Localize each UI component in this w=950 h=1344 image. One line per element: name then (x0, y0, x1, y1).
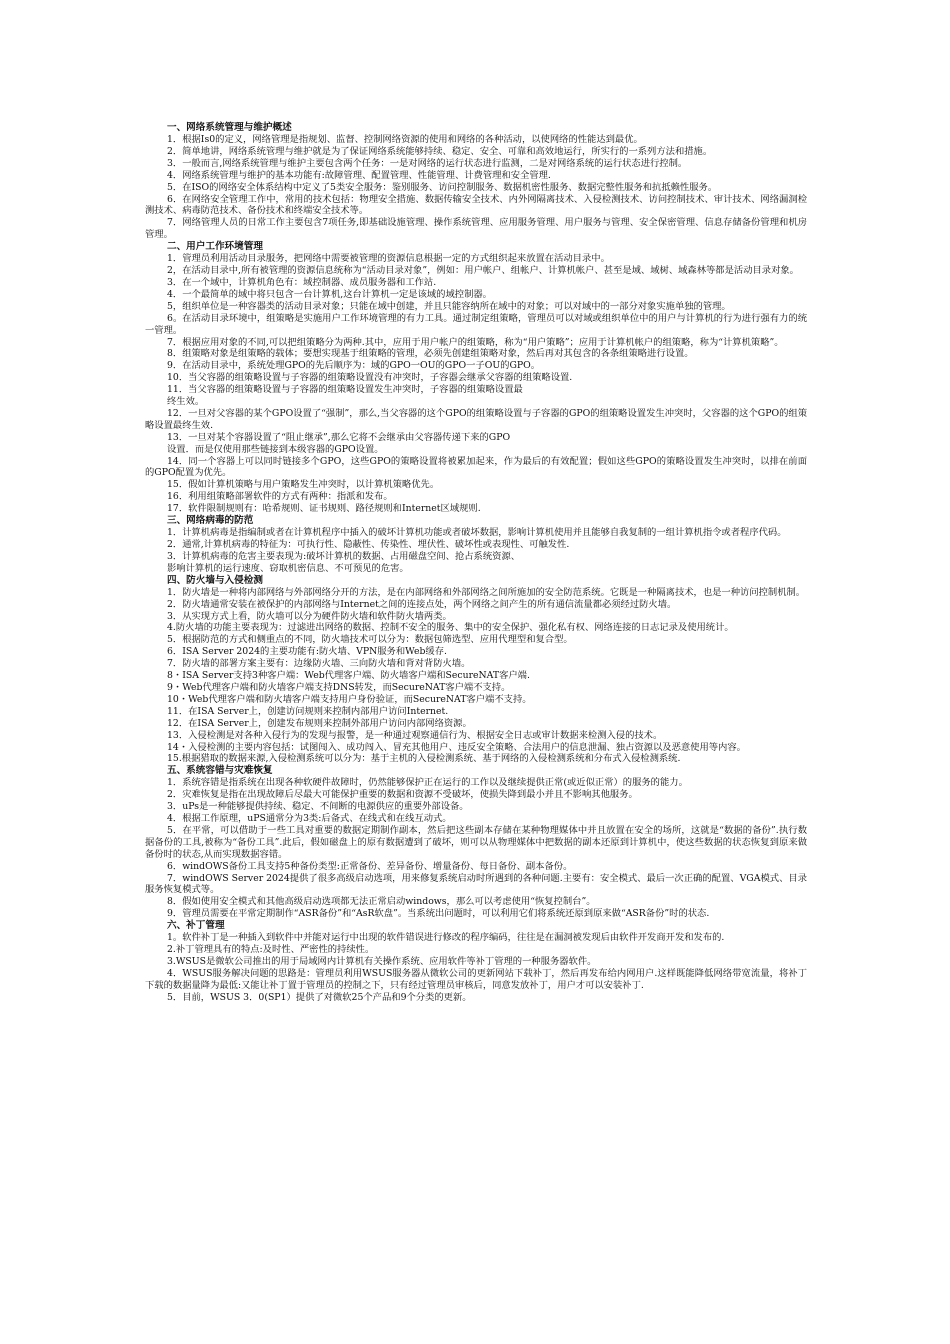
paragraph: 5，组织单位是一种容器类的活动目录对象；只能在域中创建，并且只能容纳所在域中的对象；可以对域中的一部分对象实施单独的管理。 (167, 300, 731, 312)
document-page (145, 122, 807, 1004)
paragraph: 6．ISA Server 2024的主要功能有:防火墙、VPN服务和Web缓存. (167, 646, 447, 658)
paragraph: 3．计算机病毒的危害主要表现为:破坏计算机的数据、占用磁盘空间、抢占系统资源、 (167, 550, 521, 562)
paragraph: 10・Web代理客户端和防火墙客户端支持用户身份验证，而SecureNAT客户端不支持。 (167, 693, 532, 705)
paragraph: 1．计算机病毒是指编制或者在计算机程序中插入的破坏计算机功能或者破坏数据，影响计算机使用并且能够自我复制的一组计算机指令或者程序代码。 (167, 527, 787, 539)
section-heading: 三、网络病毒的防范 (167, 515, 254, 527)
section-3 (145, 515, 807, 575)
paragraph: 6。在活动目录环境中，组策略是实施用户工作环境管理的有力工具。通过制定组策略，管理员可以对域或组织单位中的用户与计算机的行为进行强有力的统一管理。 (145, 312, 807, 336)
paragraph: 17．软件限制规则有：哈希规则、证书规则、路径规则和Internet区域规则. (167, 503, 481, 515)
paragraph: 14・入侵检测的主要内容包括：试图闯入、成功闯入、冒充其他用户、违反安全策略、合法用户的信息泄漏、独占资源以及恶意使用等内容。 (167, 741, 746, 753)
paragraph: 影响计算机的运行速度、窃取机密信息、不可预见的危害。 (167, 562, 409, 574)
paragraph: 3．从实现方式上看，防火墙可以分为硬件防火墙和软件防火墙两类。 (167, 610, 452, 622)
paragraph: 7．windOWS Server 2024提供了很多高级启动选项，用来修复系统启动时所遇到的各种问题.主要有：安全模式、最后一次正确的配置、VGA模式、目录服务恢复模式等。 (145, 872, 807, 896)
section-heading: 一、网络系统管理与维护概述 (167, 122, 292, 133)
paragraph: 12．一旦对父容器的某个GPO设置了“强制”，那么,当父容器的这个GPO的组策略设置与子容器的GPO的组策略设置发生冲突时，父容器的这个GPO的组策略设置最终生效. (145, 407, 807, 431)
paragraph: 16．利用组策略部署软件的方式有两种：指派和发布。 (167, 491, 393, 503)
paragraph: 1．根据Is0的定义，网络管理是指规划、监督、控制网络资源的使用和网络的各种活动，以使网络的性能达到最优。 (167, 134, 643, 145)
paragraph: 12．在ISA Server上，创建发布规则来控制外部用户访问内部网络资源。 (167, 717, 472, 729)
paragraph: 5．在平常，可以借助于一些工具对重要的数据定期制作副本，然后把这些副本存储在某种物理媒体中并且放置在安全的场所，这就是“数据的备份”.执行数据备份的工具,被称为“备份工具”.此后，假如磁盘上的原有数据遭到了破坏，则可以从物理媒体中把数据的副本还原到计算机中，使这些数据的状态恢复到原来做备份时的状态,从而实现数据容错。 (145, 824, 807, 860)
paragraph: 5．在ISO的网络安全体系结构中定义了5类安全服务：鉴别服务、访问控制服务、数据机密性服务、数据完整性服务和抗抵赖性服务。 (167, 181, 718, 193)
paragraph: 3．在一个域中，计算机角色有：域控制器、成员服务器和工作站. (167, 276, 437, 288)
paragraph: 15.根据猎取的数据来源,入侵检测系统可以分为：基于主机的入侵检测系统、基于网络的入侵检测系统和分布式入侵检测系统. (167, 753, 681, 765)
paragraph: 5．根据防范的方式和侧重点的不同，防火墙技术可以分为：数据包筛选型、应用代理型和复合型。 (167, 634, 573, 646)
paragraph: 2，在活动目录中,所有被管理的资源信息统称为“活动目录对象”，例如：用户帐户、组帐户、计算机帐户、甚至是域、域树、域森林等都是活动目录对象。 (167, 265, 799, 277)
paragraph: 2．灾难恢复是指在出现故障后尽最大可能保护重要的数据和资源不受破坏，使损失降到最小并且不影响其他服务。 (167, 789, 638, 801)
paragraph: 1．管理员利用活动目录服务，把网络中需要被管理的资源信息根据一定的方式组织起来放置在活动目录中。 (167, 253, 610, 265)
paragraph: 6．在网络安全管理工作中，常用的技术包括：物理安全措施、数据传输安全技术、内外网隔离技术、入侵检测技术、访问控制技术、审计技术、网络漏洞检测技术、病毒防范技术、备份技术和终端安全技术等。 (145, 193, 807, 217)
paragraph: 设置．而是仅使用那些链接到本级容器的GPO设置。 (167, 443, 384, 455)
paragraph: 8．组策略对象是组策略的载体；要想实现基于组策略的管理，必须先创建组策略对象，然后再对其包含的各条组策略进行设置。 (167, 348, 694, 360)
paragraph: 9．管理员需要在平常定期制作“ASR备份”和“AsR软盘”。当系统出问题时，可以利用它们将系统还原到原来做“ASR备份”时的状态. (167, 908, 710, 920)
paragraph: 2.补丁管理具有的特点:及时性、严密性的持续性。 (167, 944, 375, 956)
paragraph: 4．一个最简单的域中将只包含一台计算机,这台计算机一定是该域的域控制器。 (167, 288, 492, 300)
paragraph: 13．入侵检测是对各种入侵行为的发现与报警，是一种通过观察通信行为、根据安全日志或审计数据来检测入侵的技术。 (167, 729, 663, 741)
paragraph: 15．假如计算机策略与用户策略发生冲突时，以计算机策略优先。 (167, 479, 440, 491)
paragraph: 6．windOWS备份工具支持5种备份类型:正常备份、差异备份、增量备份、每日备份、副本备份。 (167, 860, 573, 872)
paragraph: 4．根据工作原理，uPS通常分为3类:后备式、在线式和在线互动式。 (167, 813, 452, 825)
section-5 (145, 765, 807, 920)
section-heading: 六、补丁管理 (167, 920, 225, 932)
paragraph: 3.WSUS是微软公司推出的用于局域网内计算机有关操作系统、应用软件等补丁管理的一种服务器软件。 (167, 956, 597, 967)
paragraph: 11．在ISA Server上，创建访问规则来控制内部用户访问Internet. (167, 705, 449, 717)
section-2 (145, 241, 807, 515)
section-6 (145, 920, 807, 1003)
paragraph: 5．目前，WSUS 3．0(SP1）提供了对微软25个产品和9个分类的更新。 (167, 991, 472, 1003)
paragraph: 14．同一个容器上可以同时链接多个GPO，这些GPO的策略设置将被累加起来，作为最后的有效配置；假如这些GPO的策略设置发生冲突时，以排在前面的GPO配置为优先。 (145, 455, 807, 479)
paragraph: 终生效。 (167, 396, 205, 408)
paragraph: 13．一旦对某个容器设置了“阻止继承”,那么它将不会继承由父容器传递下来的GPO (167, 431, 511, 443)
paragraph: 4．WSUS服务解决问题的思路是：管理员利用WSUS服务器从微软公司的更新网站下载补丁，然后再发布给内网用户.这样既能降低网络带宽流量，将补丁下载的数据量降为最低:又能让补丁置于管理员的控制之下，只有经过管理员审核后，同意发放补丁，用户才可以安装补丁. (145, 967, 807, 991)
paragraph: 8・ISA Server支持3种客户端：Web代理客户端、防火墙客户端和SecureNAT客户端. (167, 670, 530, 682)
paragraph: 4．网络系统管理与维护的基本功能有:故障管理、配置管理、性能管理、计费管理和安全管理. (167, 169, 551, 181)
paragraph: 4.防火墙的功能主要表现为：过滤进出网络的数据、控制不安全的服务、集中的安全保护、强化私有权、网络连接的日志记录及使用统计。 (167, 622, 734, 634)
paragraph: 7．防火墙的部署方案主要有：边缘防火墙、三向防火墙和背对背防火墙。 (167, 658, 471, 670)
paragraph: 8．假如使用安全模式和其他高级启动选项都无法正常启动windows，那么可以考虑使用“恢复控制台”。 (167, 896, 596, 908)
paragraph: 11．当父容器的组策略设置与子容器的组策略设置发生冲突时，子容器的组策略设置最 (167, 384, 523, 396)
paragraph: 10．当父容器的组策略设置与子容器的组策略设置没有冲突时，子容器会继承父容器的组策略设置. (167, 372, 573, 384)
section-heading: 四、防火墙与入侵检测 (167, 574, 263, 586)
paragraph: 1。软件补丁是一种插入到软件中并能对运行中出现的软件错误进行修改的程序编码，往往是在漏洞被发现后由软件开发商开发和发布的. (167, 932, 725, 944)
paragraph: 3．uPs是一种能够提供持续、稳定、不间断的电源供应的重要外部设备。 (167, 801, 469, 813)
paragraph: 9・Web代理客户端和防火墙客户端支持DNS转发，而SecureNAT客户端不支持。 (167, 681, 511, 693)
paragraph: 7．网络管理人员的日常工作主要包含7项任务,即基础设施管理、操作系统管理、应用服务管理、用户服务与管理、安全保密管理、信息存储备份管理和机房管理。 (145, 217, 807, 241)
section-1 (145, 122, 807, 241)
section-heading: 二、用户工作环境管理 (167, 241, 263, 253)
paragraph: 3．一般而言,网络系统管理与维护主要包含两个任务：一是对网络的运行状态进行监测，二是对网络系统的运行状态进行控制。 (167, 157, 688, 169)
section-4 (145, 575, 807, 766)
section-heading: 五、系统容错与灾难恢复 (167, 765, 273, 777)
paragraph: 1．系统容错是指系统在出现各种软硬件故障时，仍然能够保护正在运行的工作以及继续提供正常(或近似正常）的服务的能力。 (167, 777, 688, 789)
paragraph: 2．防火墙通常安装在被保护的内部网络与Internet之间的连接点处，两个网络之间产生的所有通信流量都必须经过防火墙。 (167, 598, 677, 610)
paragraph: 9．在活动目录中，系统处理GPO的先后顺序为：域的GPO一OU的GPO一子OU的GPO。 (167, 360, 541, 372)
paragraph: 2．通常,计算机病毒的特征为：可执行性、隐蔽性、传染性、埋伏性、破坏性或表现性、可触发性. (167, 539, 570, 550)
paragraph: 1．防火墙是一种将内部网络与外部网络分开的方法，是在内部网络和外部网络之间所施加的安全防范系统。它既是一种隔离技术，也是一种访问控制机制。 (167, 586, 806, 598)
paragraph: 7．根据应用对象的不同,可以把组策略分为两种.其中，应用于用户帐户的组策略，称为“用户策略”；应用于计算机帐户的组策略，称为“计算机策略”。 (167, 336, 784, 348)
paragraph: 2．简单地讲，网络系统管理与维护就是为了保证网络系统能够持续、稳定、安全、可靠和高效地运行，所实行的一系列方法和措施。 (167, 145, 713, 157)
